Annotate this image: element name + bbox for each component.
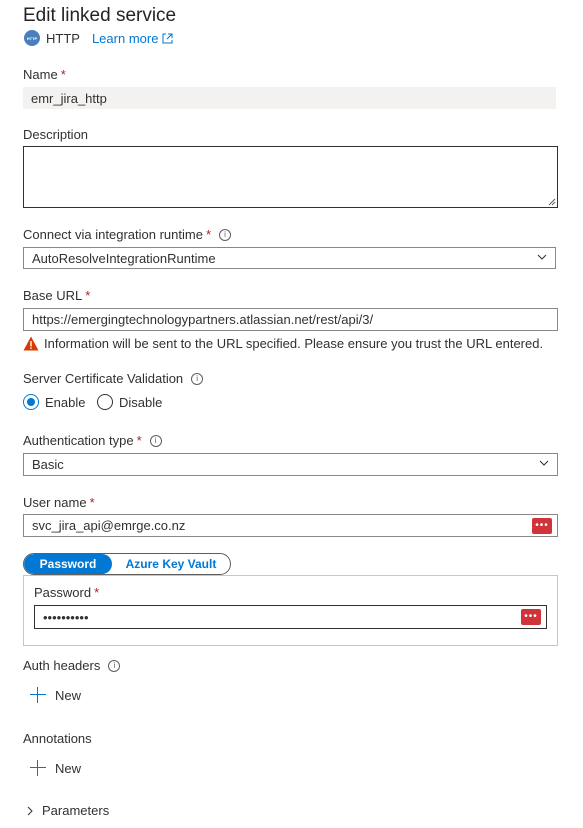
plus-icon (30, 760, 46, 776)
username-input[interactable]: svc_jira_api@emrge.co.nz ••• (23, 514, 558, 537)
resize-handle-icon[interactable] (548, 198, 556, 206)
runtime-dropdown[interactable]: AutoResolveIntegrationRuntime (23, 247, 556, 269)
external-link-icon (162, 33, 173, 44)
add-auth-header-button[interactable]: New (30, 687, 81, 703)
cert-enable-radio[interactable]: Enable (23, 394, 85, 410)
auth-type-dropdown[interactable]: Basic (23, 453, 558, 476)
parameters-expander[interactable]: Parameters (26, 803, 109, 818)
description-field[interactable] (23, 146, 558, 208)
chevron-right-icon (26, 806, 34, 816)
key-vault-icon[interactable]: ••• (521, 609, 541, 625)
info-icon[interactable]: i (108, 660, 120, 672)
key-vault-icon[interactable]: ••• (532, 518, 552, 534)
page-title: Edit linked service (23, 5, 177, 26)
radio-selected-icon[interactable] (23, 394, 39, 410)
learn-more-text[interactable]: Learn more (91, 30, 159, 46)
tab-azure-key-vault[interactable]: Azure Key Vault (125, 557, 217, 571)
chevron-down-icon (539, 458, 549, 468)
plus-icon (30, 687, 46, 703)
info-icon[interactable]: i (150, 435, 162, 447)
auth-headers-label: Auth headers i (23, 658, 120, 673)
base-url-input[interactable]: https://emergingtechnologypartners.atlassian.net/rest/api/3/ (23, 308, 558, 331)
base-url-warning: Information will be sent to the URL specified. Please ensure you trust the URL entered. (23, 336, 543, 351)
password-input[interactable]: •••••••••• ••• (34, 605, 547, 629)
runtime-label: Connect via integration runtime * i (23, 227, 231, 242)
service-type-row (24, 30, 173, 46)
info-icon[interactable]: i (191, 373, 203, 385)
description-label: Description (23, 127, 89, 142)
tab-password[interactable]: Password (24, 554, 112, 574)
learn-more-link[interactable] (92, 31, 173, 46)
add-annotation-button[interactable]: New (30, 760, 81, 776)
password-source-toggle[interactable] (23, 553, 231, 575)
warning-icon (23, 336, 39, 351)
cert-disable-radio[interactable]: Disable (97, 394, 162, 410)
name-label: Name * (23, 67, 66, 82)
username-label: User name * (23, 495, 95, 510)
cert-label: Server Certificate Validation i (23, 371, 203, 386)
base-url-label: Base URL * (23, 288, 91, 303)
service-type-label: HTTP (46, 30, 80, 46)
annotations-label: Annotations (23, 731, 92, 746)
name-field[interactable]: emr_jira_http (23, 87, 556, 109)
info-icon[interactable]: i (219, 229, 231, 241)
chevron-down-icon (537, 252, 547, 262)
auth-type-label: Authentication type * i (23, 433, 162, 448)
http-icon: HTTP (24, 30, 40, 46)
password-label: Password * (34, 585, 100, 600)
radio-unselected-icon[interactable] (97, 394, 113, 410)
